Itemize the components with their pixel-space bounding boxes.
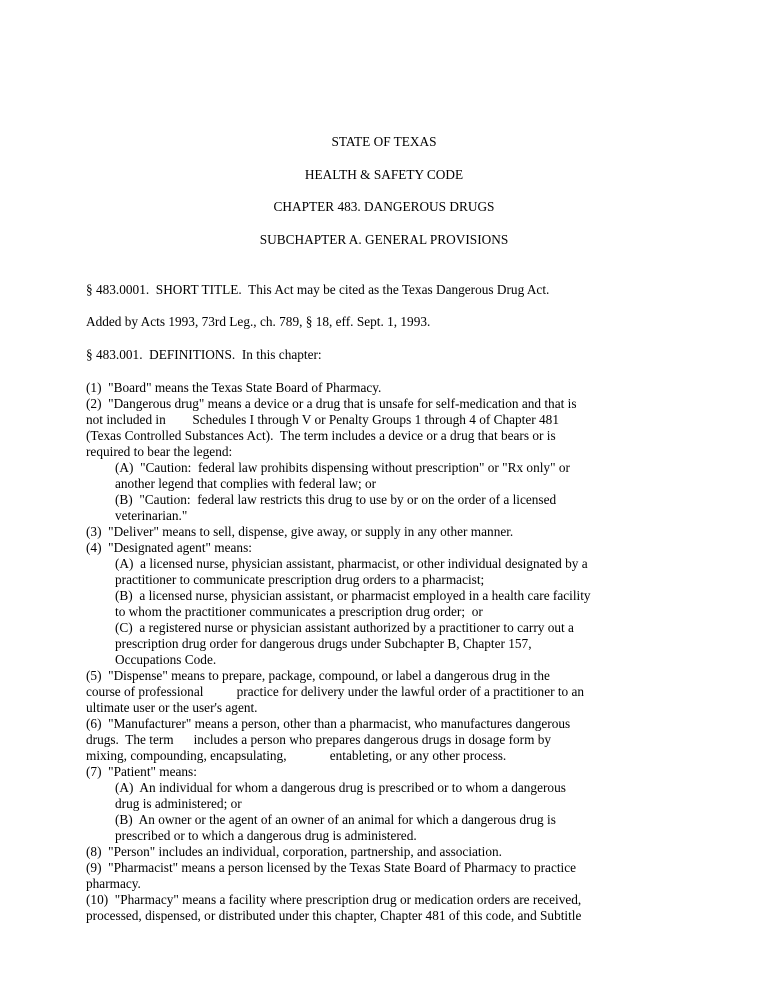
definition-line: (B) An owner or the agent of an owner of an animal for which a dangerous drug is bbox=[115, 812, 556, 827]
definition-line: (A) "Caution: federal law prohibits dispensing without prescription" or "Rx only" or bbox=[115, 460, 570, 475]
definition-line: drug is administered; or bbox=[115, 796, 242, 811]
definition-line: course of professional practice for delivery under the lawful order of a practitioner to an bbox=[86, 684, 585, 699]
definition-line: (B) a licensed nurse, physician assistant, or pharmacist employed in a health care facility bbox=[115, 588, 591, 603]
definition-line: (B) "Caution: federal law restricts this drug to use by or on the order of a licensed bbox=[115, 492, 557, 507]
section-definitions: § 483.001. DEFINITIONS. In this chapter: bbox=[86, 347, 322, 362]
heading-chapter: CHAPTER 483. DANGEROUS DRUGS bbox=[273, 199, 495, 214]
definition-line: mixing, compounding, encapsulating, entableting, or any other process. bbox=[86, 748, 507, 763]
definition-line: pharmacy. bbox=[86, 876, 141, 891]
definition-line: (5) "Dispense" means to prepare, package, compound, or label a dangerous drug in the bbox=[86, 668, 550, 683]
definition-line: (9) "Pharmacist" means a person licensed by the Texas State Board of Pharmacy to practice bbox=[86, 860, 577, 875]
definition-line: (A) a licensed nurse, physician assistant, pharmacist, or other individual designated by a bbox=[115, 556, 588, 571]
definition-line: another legend that complies with federal law; or bbox=[115, 476, 377, 491]
definition-line: required to bear the legend: bbox=[86, 444, 233, 459]
definition-line: not included in Schedules I through V or Penalty Groups 1 through 4 of Chapter 481 bbox=[86, 412, 559, 427]
definition-line: practitioner to communicate prescription drug orders to a pharmacist; bbox=[115, 572, 485, 587]
definition-line: ultimate user or the user's agent. bbox=[86, 700, 258, 715]
definition-line: processed, dispensed, or distributed under this chapter, Chapter 481 of this code, and Subtitle bbox=[86, 908, 582, 923]
definition-line: (4) "Designated agent" means: bbox=[86, 540, 252, 555]
definition-line: to whom the practitioner communicates a prescription drug order; or bbox=[115, 604, 483, 619]
heading-code: HEALTH & SAFETY CODE bbox=[304, 167, 464, 182]
definition-line: (8) "Person" includes an individual, corporation, partnership, and association. bbox=[86, 844, 502, 859]
definition-line: (1) "Board" means the Texas State Board of Pharmacy. bbox=[86, 380, 382, 395]
section-added-by: Added by Acts 1993, 73rd Leg., ch. 789, § 18, eff. Sept. 1, 1993. bbox=[86, 314, 431, 329]
definition-line: (3) "Deliver" means to sell, dispense, give away, or supply in any other manner. bbox=[86, 524, 514, 539]
definition-line: Occupations Code. bbox=[115, 652, 217, 667]
definition-line: (C) a registered nurse or physician assistant authorized by a practitioner to carry out a bbox=[115, 620, 574, 635]
definition-line: (7) "Patient" means: bbox=[86, 764, 197, 779]
definition-line: prescription drug order for dangerous drugs under Subchapter B, Chapter 157, bbox=[115, 636, 532, 651]
heading-subchapter: SUBCHAPTER A. GENERAL PROVISIONS bbox=[259, 232, 509, 247]
definition-line: (2) "Dangerous drug" means a device or a drug that is unsafe for self-medication and that is bbox=[86, 396, 577, 411]
heading-state: STATE OF TEXAS bbox=[331, 134, 437, 149]
definition-line: (Texas Controlled Substances Act). The term includes a device or a drug that bears or is bbox=[86, 428, 556, 443]
definition-line: veterinarian." bbox=[115, 508, 188, 523]
definition-line: (A) An individual for whom a dangerous drug is prescribed or to whom a dangerous bbox=[115, 780, 566, 795]
definition-line: drugs. The term includes a person who prepares dangerous drugs in dosage form by bbox=[86, 732, 552, 747]
section-short-title: § 483.0001. SHORT TITLE. This Act may be cited as the Texas Dangerous Drug Act. bbox=[86, 282, 550, 297]
definition-line: (6) "Manufacturer" means a person, other than a pharmacist, who manufactures dangerous bbox=[86, 716, 571, 731]
definition-line: prescribed or to which a dangerous drug is administered. bbox=[115, 828, 417, 843]
definition-line: (10) "Pharmacy" means a facility where prescription drug or medication orders are received, bbox=[86, 892, 582, 907]
